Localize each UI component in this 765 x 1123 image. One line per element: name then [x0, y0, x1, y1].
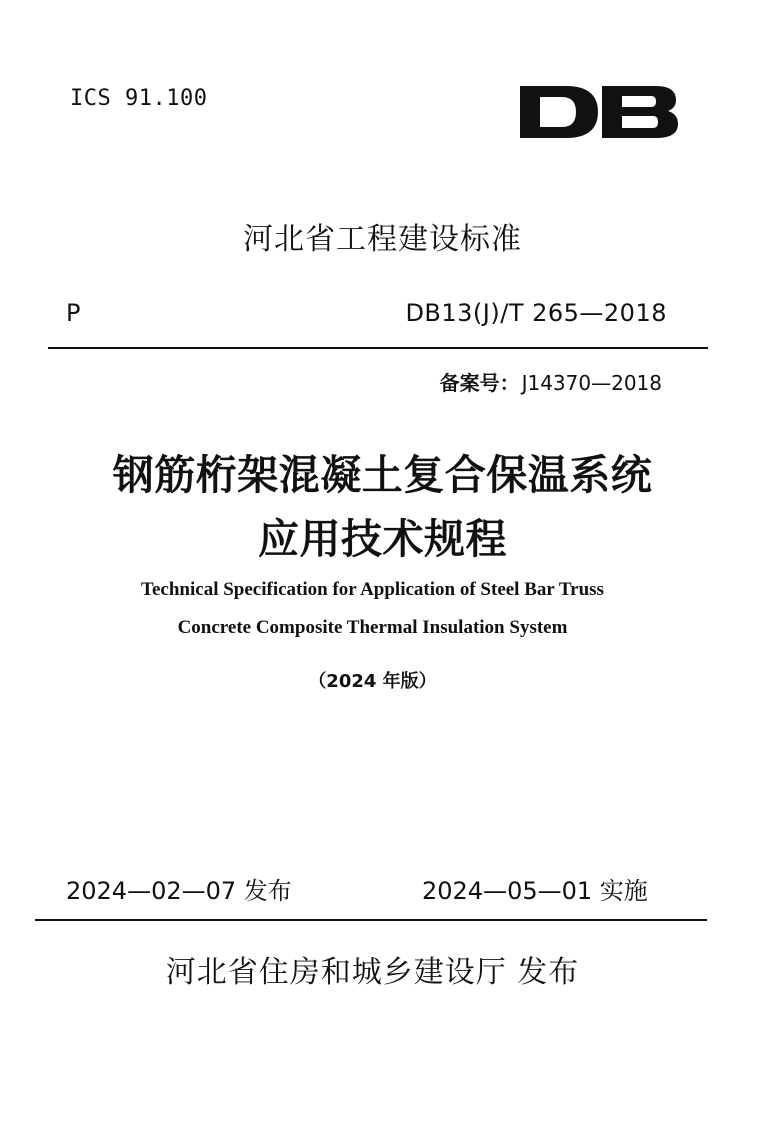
record-number — [440, 367, 662, 396]
title-en-line1: Technical Specification for Application of Steel Bar Truss — [141, 579, 604, 600]
db-logo — [518, 83, 680, 141]
title-zh-line1: 钢筋桁架混凝土复合保温系统 — [112, 451, 653, 499]
issuing-authority: 河北省住房和城乡建设厅 发布 — [165, 955, 580, 990]
standard-number: DB13(J)/T 265—2018 — [405, 299, 667, 327]
category-code: P — [66, 299, 81, 327]
top-divider — [48, 347, 708, 349]
db-logo-text: DB — [518, 83, 520, 84]
issue-date: 2024—02—07 发布 — [66, 877, 292, 905]
ics-code: ICS 91.100 — [70, 86, 208, 111]
standard-type-heading: 河北省工程建设标准 — [243, 222, 522, 257]
title-zh-line2: 应用技术规程 — [258, 515, 507, 563]
bottom-divider — [35, 919, 707, 921]
title-en-line2: Concrete Composite Thermal Insulation System — [177, 617, 568, 638]
record-label: 备案号： — [439, 371, 520, 395]
implementation-date: 2024—05—01 实施 — [422, 877, 648, 905]
edition-label: （2024 年版） — [308, 671, 437, 692]
record-value: J14370—2018 — [521, 371, 662, 395]
